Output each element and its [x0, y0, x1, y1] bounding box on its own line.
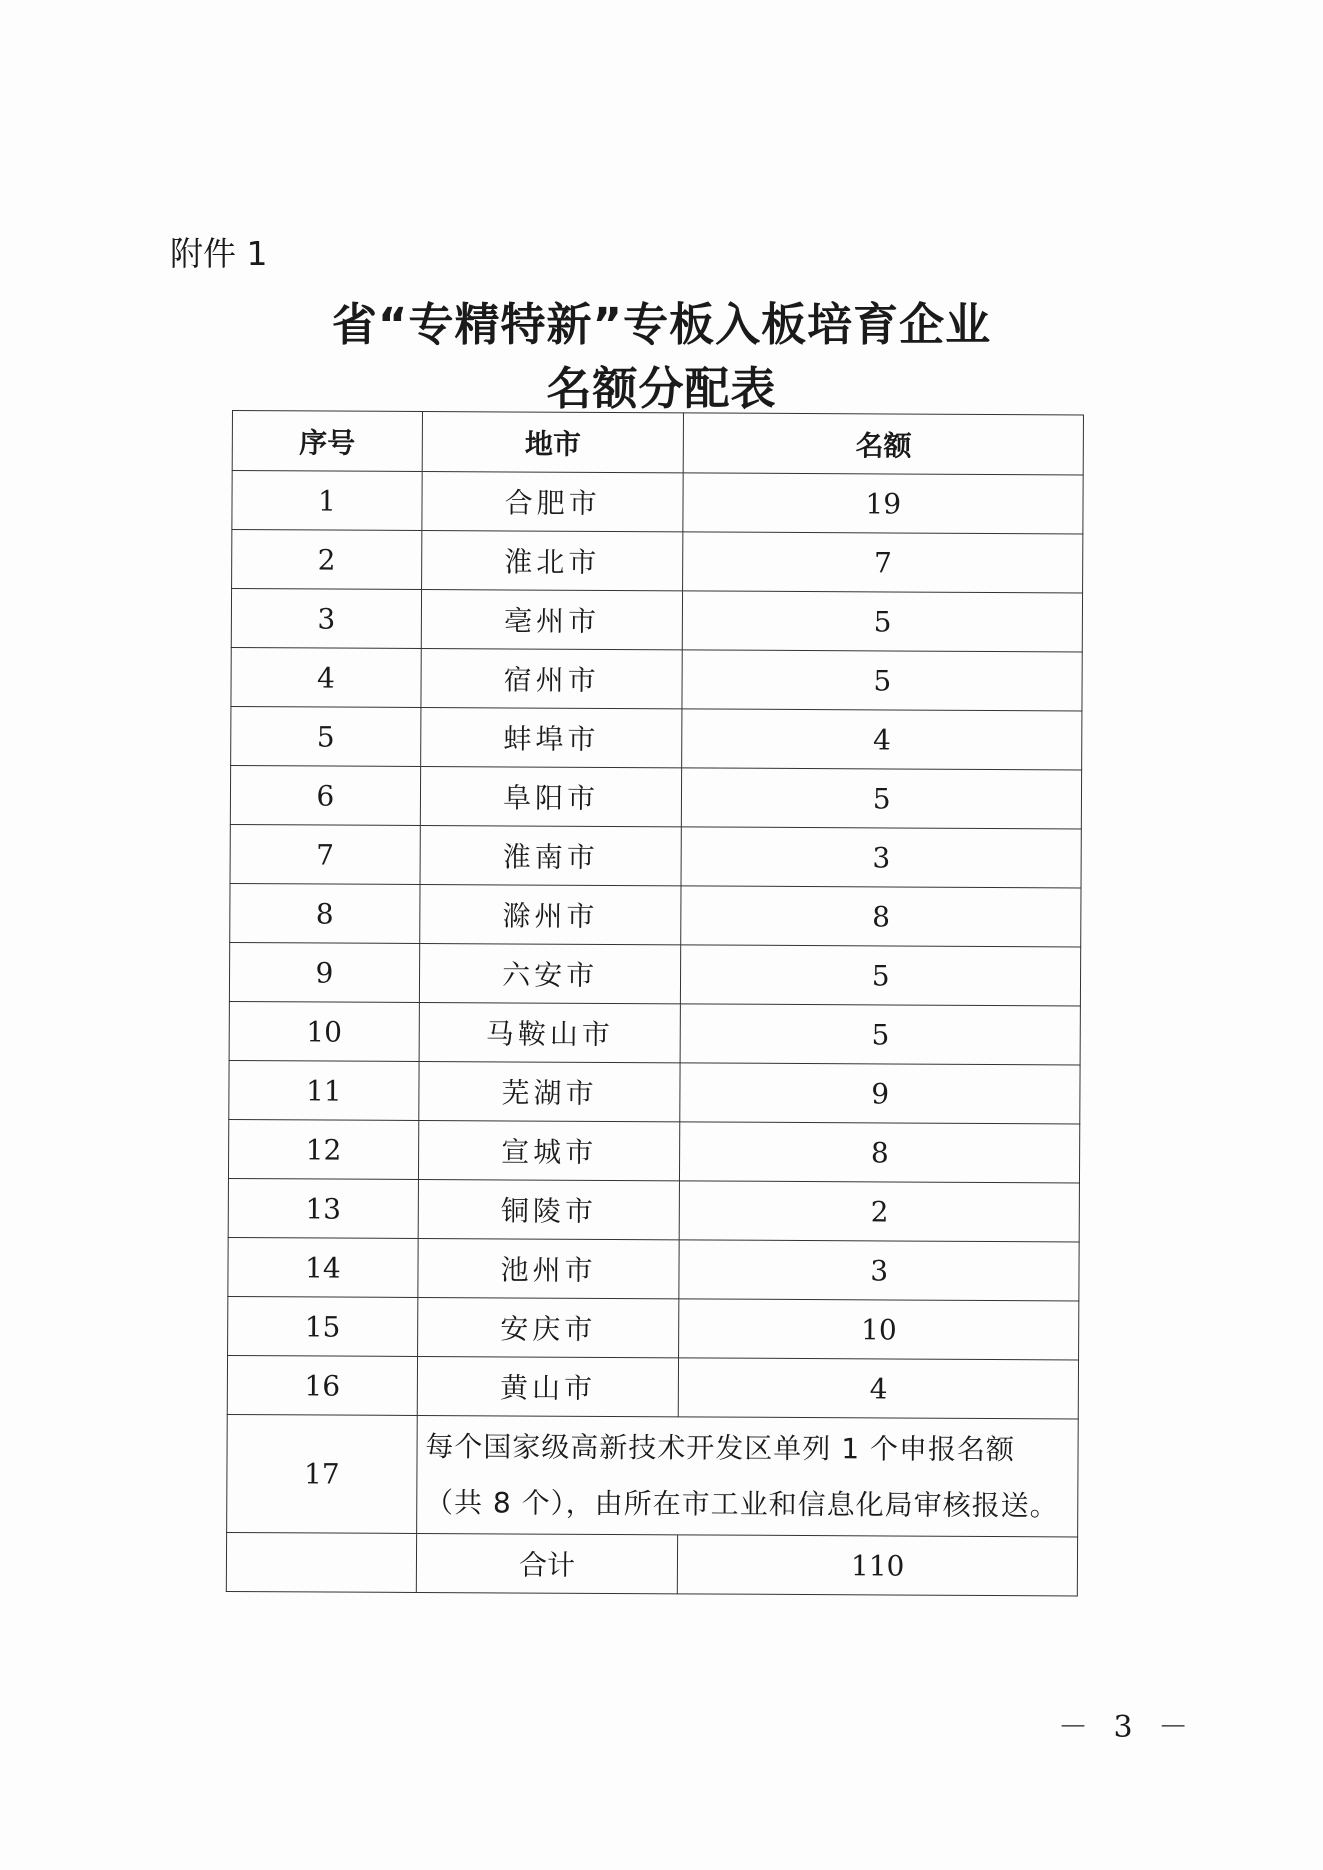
document-title-line2: 名额分配表: [546, 362, 777, 415]
city-cell: 安庆市: [417, 1297, 679, 1357]
table-row: [228, 1237, 1079, 1300]
city-cell: 铜陵市: [418, 1179, 680, 1239]
serial-number-cell: 14: [228, 1237, 418, 1297]
total-row: [226, 1532, 1077, 1595]
serial-number-cell: 12: [228, 1119, 418, 1179]
table-row: [231, 647, 1082, 710]
table-row: [230, 765, 1081, 828]
table-header-row: [232, 411, 1083, 475]
city-cell: 六安市: [419, 943, 681, 1003]
city-cell: 淮南市: [420, 825, 682, 885]
table-row: [231, 589, 1082, 652]
serial-number-cell: 7: [230, 824, 420, 884]
page-number: － 3 －: [1058, 1710, 1197, 1745]
table-row: [229, 1060, 1080, 1123]
table-row: [228, 1296, 1079, 1359]
table-row: [231, 706, 1082, 769]
table-row: [229, 1001, 1080, 1064]
city-cell: 滁州市: [419, 884, 681, 944]
quota-cell: 3: [681, 827, 1081, 888]
table-row: [232, 530, 1083, 593]
quota-cell: 3: [679, 1240, 1079, 1301]
special-note-cell: 每个国家级高新技术开发区单列 1 个申报名额（共 8 个），由所在市工业和信息化局审核报送。: [416, 1415, 1078, 1536]
header-quota: 名额: [684, 413, 1084, 475]
city-cell: 马鞍山市: [419, 1002, 681, 1062]
quota-cell: 5: [681, 1004, 1081, 1065]
quota-cell: 5: [683, 591, 1083, 652]
serial-number-cell: 5: [231, 706, 421, 766]
city-cell: 阜阳市: [420, 766, 682, 826]
city-cell: 芜湖市: [419, 1061, 681, 1121]
total-quota-cell: 110: [678, 1535, 1078, 1596]
serial-number-cell: 17: [227, 1414, 417, 1533]
quota-cell: 4: [682, 709, 1082, 770]
serial-number-cell: 3: [231, 589, 421, 649]
quota-cell: 8: [680, 1122, 1080, 1183]
quota-allocation-table: [226, 410, 1084, 1596]
table-row: [228, 1119, 1079, 1182]
city-cell: 池州市: [418, 1238, 680, 1298]
serial-number-cell: 8: [230, 883, 420, 943]
serial-number-cell: 16: [227, 1355, 417, 1415]
table-row: [230, 883, 1081, 946]
quota-cell: 2: [680, 1181, 1080, 1242]
quota-cell: 4: [679, 1358, 1079, 1419]
table-row: [232, 471, 1083, 534]
city-cell: 黄山市: [417, 1356, 679, 1416]
serial-number-cell: [226, 1532, 416, 1592]
quota-cell: 5: [682, 768, 1082, 829]
quota-cell: 5: [681, 945, 1081, 1006]
quota-cell: 5: [682, 650, 1082, 711]
quota-cell: 9: [680, 1063, 1080, 1124]
serial-number-cell: 13: [228, 1178, 418, 1238]
serial-number-cell: 10: [229, 1001, 419, 1061]
header-serial-number: 序号: [232, 411, 422, 472]
header-city: 地市: [422, 411, 684, 472]
document-title-line1: 省“专精特新”专板入板培育企业: [331, 298, 992, 351]
serial-number-cell: 1: [232, 471, 422, 531]
serial-number-cell: 4: [231, 647, 421, 707]
attachment-label: 附件 1: [170, 234, 268, 273]
quota-cell: 8: [681, 886, 1081, 947]
special-row: [227, 1414, 1079, 1536]
table-row: [228, 1178, 1079, 1241]
serial-number-cell: 15: [228, 1296, 418, 1356]
quota-cell: 7: [683, 532, 1083, 593]
serial-number-cell: 9: [229, 942, 419, 1002]
city-cell: 合肥市: [422, 471, 684, 531]
serial-number-cell: 11: [229, 1060, 419, 1120]
total-label-cell: 合计: [416, 1533, 678, 1593]
table-row: [230, 824, 1081, 887]
serial-number-cell: 6: [230, 765, 420, 825]
city-cell: 宿州市: [421, 648, 683, 708]
city-cell: 蚌埠市: [420, 707, 682, 767]
city-cell: 亳州市: [421, 589, 683, 649]
city-cell: 宣城市: [418, 1120, 680, 1180]
serial-number-cell: 2: [232, 530, 422, 590]
city-cell: 淮北市: [421, 530, 683, 590]
quota-cell: 10: [679, 1299, 1079, 1360]
table-row: [227, 1355, 1078, 1418]
quota-cell: 19: [683, 473, 1083, 534]
table-row: [229, 942, 1080, 1005]
table-body: [227, 471, 1083, 1419]
